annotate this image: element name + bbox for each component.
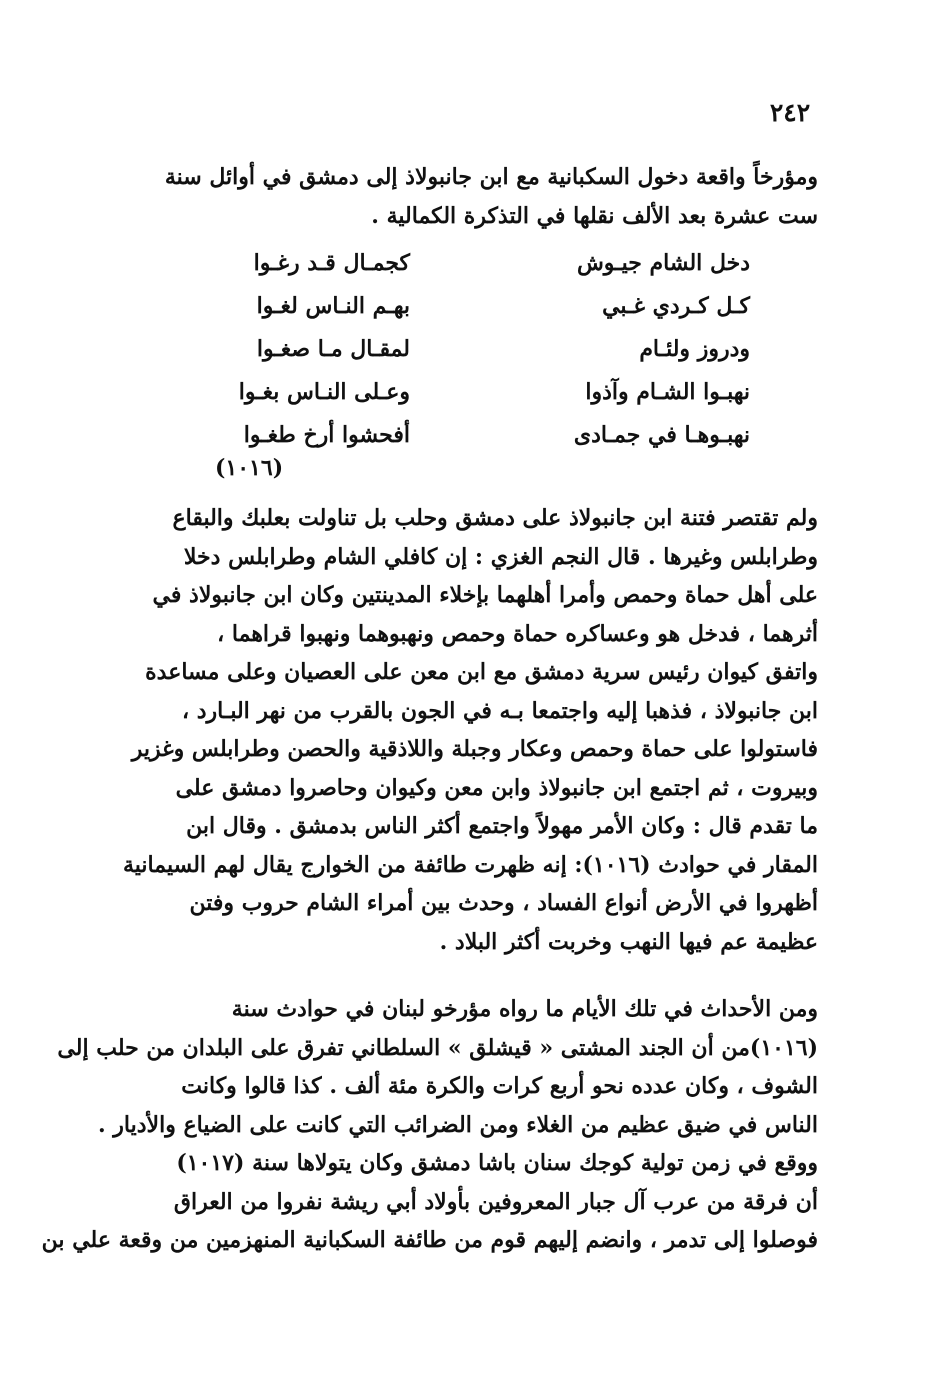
text-line: ولم تقتصر فتنة ابن جانبولاذ على دمشق وحلب بل تناولت بعلبك والبقاع	[172, 505, 818, 531]
poem-verse	[190, 293, 750, 336]
text-line: (١٠١٦)من أن الجند المشتى « قيشلق » السلطاني تفرق على البلدان من حلب إلى	[57, 1034, 818, 1061]
second-hemistich: بهـم النـاس لغـوا	[256, 293, 410, 319]
second-hemistich: لمقـال مـا صغـوا	[256, 336, 410, 362]
second-hemistich: كجمـال قـد رغـوا	[253, 250, 410, 276]
text-line: المقار في حوادث (١٠١٦): إنه ظهرت طائفة من الخوارج يقال لهم السيمانية	[122, 851, 818, 878]
text-line: على أهل حماة وحمص وأمرا أهلهما بإخلاء المدينتين وكان ابن جانبولاذ في	[152, 582, 818, 608]
first-hemistich: دخل الشام جيـوش	[576, 250, 750, 276]
poem-year: (١٠١٦)	[215, 455, 284, 481]
text-line: الشوف ، وكان عدده نحو أربع كرات والكرة مئة ألف . كذا قالوا وكانت	[181, 1073, 818, 1099]
text-line: أظهروا في الأرض أنواع الفساد ، وحدث بين أمراء الشام حروب وفتن	[189, 890, 818, 916]
first-hemistich: كـل كـردي غـبي	[602, 293, 750, 319]
text-line: فاستولوا على حماة وحمص وعكار وجبلة واللاذقية والحصن وطرابلس وغزير	[131, 736, 818, 762]
first-hemistich: ودروز ولئـام	[639, 336, 750, 362]
text-line: ووقع في زمن تولية كوجك سنان باشا دمشق وكان يتولاها سنة (١٠١٧)	[176, 1150, 818, 1176]
poem-verse	[190, 379, 750, 422]
text-line: ابن جانبولاذ ، فذهبا إليه واجتمعا بـه في الجون بالقرب من نهر البـارد ،	[181, 697, 818, 724]
poem	[190, 250, 750, 465]
text-line: أن فرقة من عرب آل جبار المعروفين بأولاد أبي ريشة نفروا من العراق	[173, 1188, 818, 1215]
text-line: ما تقدم قال : وكان الأمر مهولاً واجتمع أكثر الناس بدمشق . وقال ابن	[186, 813, 818, 839]
text-line: فوصلوا إلى تدمر ، وانضم إليهم قوم من طائفة السكبانية المنهزمين من وقعة علي بن	[41, 1227, 818, 1253]
second-hemistich: وعـلى النـاس بغـوا	[238, 379, 410, 405]
text-line: واتفق كيوان رئيس سرية دمشق مع ابن معن على العصيان وعلى مساعدة	[145, 659, 818, 685]
second-hemistich: أفحشوا أرخ طغـوا	[243, 422, 410, 448]
text-line: وطرابلس وغيرها . قال النجم الغزي : إن كافلي الشام وطرابلس دخلا	[183, 543, 818, 570]
page-number: ٢٤٢	[769, 98, 811, 127]
text-line: وبيروت ، ثم اجتمع ابن جانبولاذ وابن معن وكيوان وحاصروا دمشق على	[175, 774, 818, 801]
first-hemistich: نهبـوا الشـام وآذوا	[585, 379, 750, 405]
body-paragraph	[122, 499, 818, 961]
text-line: ست عشرة بعد الألف نقلها في التذكرة الكمالية .	[371, 202, 818, 229]
body-paragraph	[41, 990, 818, 1260]
text-line: الناس في ضيق عظيم من الغلاء ومن الضرائب التي كانت على الضياع والأديار .	[97, 1111, 818, 1138]
text-line: ومؤرخاً واقعة دخول السكبانية مع ابن جانبولاذ إلى دمشق في أوائل سنة	[164, 164, 818, 190]
text-line: عظيمة عم فيها النهب وخربت أكثر البلاد .	[439, 928, 818, 955]
first-hemistich: نهبـوهـا في جمـادى	[573, 422, 750, 448]
poem-verse	[190, 336, 750, 379]
intro-paragraph	[128, 158, 818, 235]
text-line: ومن الأحداث في تلك الأيام ما رواه مؤرخو لبنان في حوادث سنة	[231, 996, 818, 1022]
text-line: أثرهما ، فدخل هو وعساكره حماة وحمص ونهبوهما ونهبوا قراهما ،	[217, 620, 818, 647]
poem-verse	[190, 250, 750, 293]
